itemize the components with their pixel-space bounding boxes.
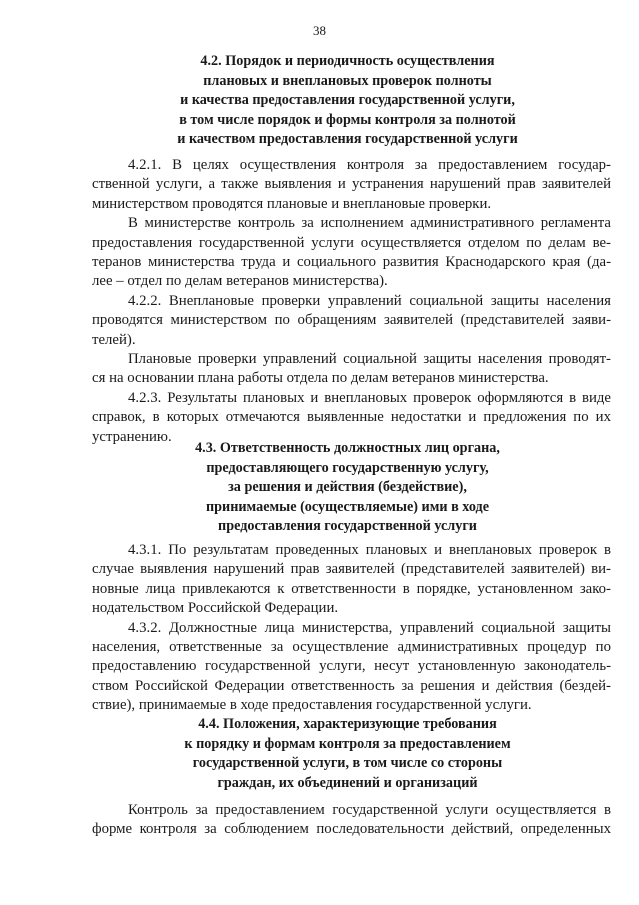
- paragraph-line: ственной услуги, а также выявления и устранения нарушений прав заявителей: [92, 176, 611, 193]
- paragraph-line: Плановые проверки управлений социальной защиты населения проводят-: [128, 351, 611, 368]
- paragraph-line: министерством проводятся плановые и внеплановые проверки.: [92, 195, 492, 212]
- paragraph-line: ствие), принимаемые в ходе предоставления государственной услуги.: [92, 697, 532, 714]
- paragraph-line: ся на основании плана работы отдела по делам ветеранов министерства.: [92, 370, 549, 387]
- paragraph-line: нодательством Российской Федерации.: [92, 600, 339, 617]
- paragraph-line: 4.3.2. Должностные лица министерства, управлений социальной защиты: [128, 619, 611, 636]
- heading-line: 4.3. Ответственность должностных лиц органа,: [195, 440, 500, 456]
- paragraph-line: ством Российской Федерации ответственность за решения и действия (бездей-: [92, 677, 611, 694]
- heading-line: 4.2. Порядок и периодичность осуществления: [200, 53, 495, 69]
- heading-line: граждан, их объединений и организаций: [217, 774, 478, 791]
- paragraph-line: справок, в которых отмечаются выявленные недостатки и предложения по их: [92, 409, 611, 426]
- paragraph-line: населения, ответственные за осуществление административных процедур по: [92, 639, 611, 656]
- paragraph-line: предоставлению государственной услуги, несут установленную законодатель-: [92, 658, 611, 675]
- paragraph-line: телей).: [92, 331, 136, 348]
- heading-line: предоставления государственной услуги: [218, 518, 477, 535]
- paragraph-line: В министерстве контроль за исполнением административного регламента: [128, 215, 611, 232]
- section-4-3-body: [92, 541, 611, 716]
- section-4-2-heading: [150, 52, 545, 150]
- paragraph-line: проводятся министерством по обращениям заявителей (представителей заяви-: [92, 312, 611, 329]
- paragraph-line: случае выявления нарушений прав заявителей (представителей заявителей) ви-: [92, 561, 611, 578]
- heading-line: предоставляющего государственную услугу,: [206, 459, 489, 476]
- paragraph-line: лее – отдел по делам ветеранов министерства).: [92, 273, 388, 290]
- heading-line: 4.4. Положения, характеризующие требования: [198, 716, 497, 732]
- heading-line: плановых и внеплановых проверок полноты: [203, 72, 492, 89]
- paragraph-line: форме контроля за соблюдением последовательности действий, определенных: [92, 821, 611, 838]
- page-number: 38: [313, 23, 326, 38]
- paragraph-line: теранов министерства труда и социального развития Краснодарского края (да-: [92, 254, 611, 271]
- heading-line: принимаемые (осуществляемые) ими в ходе: [205, 498, 490, 515]
- paragraph-line: предоставления государственной услуги осуществляется отделом по делам ве-: [92, 234, 611, 251]
- heading-line: за решения и действия (бездействие),: [228, 479, 467, 496]
- heading-line: и качеством предоставления государственной услуги: [177, 131, 518, 148]
- section-4-4-body: [92, 801, 611, 840]
- paragraph-line: 4.2.3. Результаты плановых и внеплановых проверок оформляются в виде: [128, 389, 611, 406]
- section-4-4-heading: [150, 715, 545, 793]
- section-4-3-heading: [150, 439, 545, 537]
- paragraph-line: новные лица привлекаются к ответственности в порядке, установленном зако-: [92, 580, 611, 597]
- paragraph-line: устранению.: [92, 428, 172, 445]
- paragraph-line: 4.2.1. В целях осуществления контроля за предоставлением государ-: [128, 157, 611, 173]
- heading-line: государственной услуги, в том числе со стороны: [192, 755, 503, 772]
- heading-line: к порядку и формам контроля за предоставлением: [184, 735, 511, 752]
- heading-line: в том числе порядок и формы контроля за полнотой: [179, 111, 516, 128]
- heading-line: и качества предоставления государственной услуги,: [180, 92, 515, 109]
- paragraph-line: 4.2.2. Внеплановые проверки управлений социальной защиты населения: [128, 292, 611, 309]
- paragraph-line: Контроль за предоставлением государственной услуги осуществляется в: [128, 802, 611, 818]
- paragraph-line: 4.3.1. По результатам проведенных плановых и внеплановых проверок в: [128, 542, 611, 558]
- section-4-2-body: [92, 156, 611, 447]
